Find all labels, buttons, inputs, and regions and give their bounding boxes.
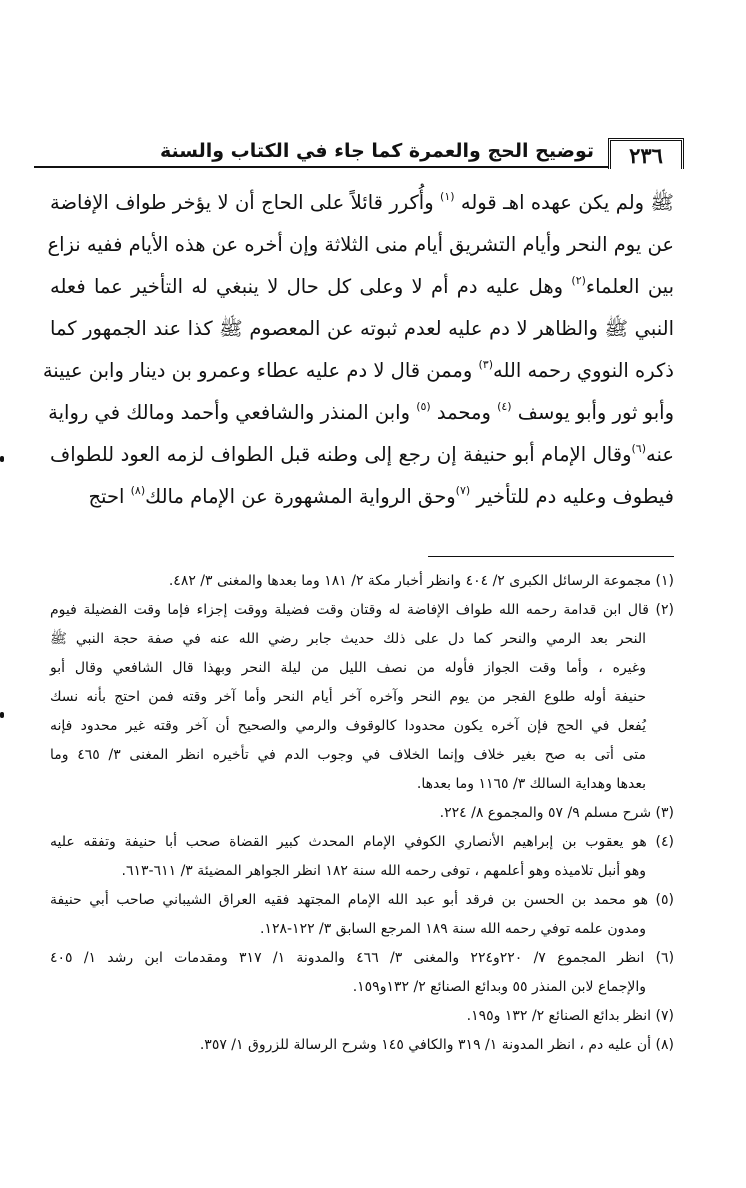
footnote-line	[50, 654, 674, 683]
body-text-segment: ومحمد	[430, 401, 498, 424]
footnote	[50, 828, 674, 886]
footnote-ref[interactable]: (٧)	[455, 484, 471, 497]
header-rule	[34, 166, 684, 168]
body-line	[50, 392, 674, 434]
footnote-number: (٤)	[655, 834, 675, 850]
footnote-text: بعدها وهداية السالك ٣/ ١١٦٥ وما بعدها.	[416, 776, 646, 792]
margin-mark	[0, 712, 4, 718]
footnote-text: انظر المجموع ٧/ ٢٢٠و٢٢٤ والمغنى ٣/ ٤٦٦ والمدونة ١/ ٣١٧ ومقدمات ابن رشد ١/ ٤٠٥	[50, 950, 645, 966]
footnote-text: قال ابن قدامة رحمه الله طواف الإفاضة له وقتان وقت فضيلة ووقت إجزاء فإما وقت الفضيلة فيوم	[50, 602, 649, 618]
footnote-text: النحر بعد الرمي والنحر كما دل على ذلك حديث جابر رضي الله عنه في صفة حجة النبي ﷺ	[50, 631, 646, 647]
body-text-segment: فيطوف وعليه دم للتأخير	[470, 485, 674, 508]
footnote-ref[interactable]: (٢)	[571, 274, 586, 287]
body-text-segment: بين العلماء	[585, 275, 674, 298]
footnote-line	[50, 1031, 674, 1060]
body-text-segment: وابن المنذر والشافعي وأحمد ومالك في رواية	[48, 401, 417, 424]
footnote-text: حنيفة أوله طلوع الفجر من يوم النحر وآخره آخر أيام النحر وأما آخر وقته فمن احتج بأنه نسك	[50, 689, 646, 705]
footnote-line	[50, 625, 674, 654]
footnote-text: يُفعل في الحج فإن آخره يكون محدودا كالوقوف والرمي والصحيح أن آخر وقته غير محدود فإنه	[50, 718, 646, 734]
footnote-line	[50, 886, 674, 915]
footnote-line	[50, 857, 674, 886]
footnote-text: مجموعة الرسائل الكبرى ٢/ ٤٠٤ وانظر أخبار مكة ٢/ ١٨١ وما بعدها والمغنى ٣/ ٤٨٢.	[168, 573, 652, 589]
footnote-number: (٨)	[655, 1037, 674, 1053]
footnote	[50, 596, 674, 799]
footnote-text: أن عليه دم ، انظر المدونة ١/ ٣١٩ والكافي ١٤٥ وشرح الرسالة للزروق ١/ ٣٥٧.	[199, 1037, 652, 1053]
body-line	[47, 224, 674, 266]
footnote-text: شرح مسلم ٩/ ٥٧ والمجموع ٨/ ٢٢٤.	[439, 805, 652, 821]
body-line	[50, 434, 674, 476]
footnote-text: والإجماع لابن المنذر ٥٥ وبدائع الصنائع ٢/ ١٣٢و١٥٩.	[352, 979, 646, 995]
footnote-number: (١)	[655, 573, 674, 589]
footnote-text: هو محمد بن الحسن بن فرقد أبو عبد الله الإمام المجتهد فقيه العراق الشيباني صاحب أبي حنيفة	[50, 892, 648, 908]
body-line	[42, 350, 674, 392]
running-title: توضيح الحج والعمرة كما جاء في الكتاب والسنة	[159, 140, 594, 162]
footnote-separator	[428, 556, 674, 557]
page-header	[34, 128, 684, 176]
body-text-segment: ﷺ ولم يكن عهده اهـ قوله	[454, 191, 674, 214]
body-text-segment: عن يوم النحر وأيام التشريق أيام منى الثلاثة وإن أخره عن هذه الأيام ففيه نزاع	[47, 233, 674, 256]
footnote-line	[50, 712, 674, 741]
footnote	[50, 567, 674, 596]
footnote-ref[interactable]: (١)	[440, 190, 455, 203]
footnote-text: وغيره ، وأما وقت الجواز فأوله من نصف الليل من ليلة النحر وبهذا قال الشافعي وقال أبو	[50, 660, 646, 676]
footnote	[50, 1002, 674, 1031]
footnote	[50, 944, 674, 1002]
footnote-line	[50, 828, 674, 857]
footnote-number: (٦)	[655, 950, 675, 966]
footnote-line	[50, 915, 674, 944]
body-text-segment: وقال الإمام أبو حنيفة إن رجع إلى وطنه قبل الطواف لزمه العود للطواف	[50, 443, 632, 466]
footnote-ref[interactable]: (٨)	[130, 484, 146, 497]
footnote-text: متى أتى به صح بغير خلاف وإنما الخلاف في وجوب الدم في تأخيره انظر المغنى ٣/ ٤٦٥ وما	[50, 747, 646, 763]
body-text-segment: النبي ﷺ والظاهر لا دم عليه لعدم ثبوته عن المعصوم ﷺ كذا عند الجمهور كما	[50, 317, 674, 340]
footnote-line	[50, 770, 674, 799]
body-text-segment: عنه	[646, 443, 674, 466]
footnote-text: ومدون علمه توفي رحمه الله سنة ١٨٩ المرجع السابق ٣/ ١٢٢-١٢٨.	[259, 921, 646, 937]
body-text-segment: وممن قال لا دم عليه عطاء وعمرو بن دينار وابن عيينة	[42, 359, 479, 382]
footnote-line	[50, 944, 674, 973]
footnote-line	[50, 741, 674, 770]
body-line	[50, 476, 674, 518]
footnote-text: وهو أنبل تلاميذه وهو أعلمهم ، توفى رحمه الله سنة ١٨٢ انظر الجواهر المضيئة ٣/ ٦١١-٦١٣.	[121, 863, 646, 879]
body-line	[50, 266, 674, 308]
footnote-number: (٥)	[655, 892, 675, 908]
footnote	[50, 1031, 674, 1060]
footnote-number: (٧)	[655, 1008, 674, 1024]
body-text	[42, 182, 674, 518]
footnote-number: (٣)	[655, 805, 674, 821]
footnote-ref[interactable]: (٣)	[478, 358, 493, 371]
footnote-text: هو يعقوب بن إبراهيم الأنصاري الكوفي الإمام المحدث كبير القضاة صحب أبا حنيفة وتفقه عليه	[50, 834, 647, 850]
body-text-segment: وأُكرر قائلاً على الحاج أن لا يؤخر طواف الإفاضة	[50, 191, 441, 214]
footnote-line	[50, 596, 674, 625]
body-text-segment: وأبو ثور وأبو يوسف	[511, 401, 674, 424]
body-text-segment: وهل عليه دم أم لا وعلى كل حال لا ينبغي له التأخير عما فعله	[50, 275, 572, 298]
footnote-line	[50, 973, 674, 1002]
body-text-segment: ذكره النووي رحمه الله	[492, 359, 674, 382]
page-number: ٢٣٦	[608, 138, 684, 169]
footnote-number: (٢)	[655, 602, 675, 618]
body-text-segment: احتج	[88, 485, 131, 508]
footnote	[50, 886, 674, 944]
body-line	[50, 308, 674, 350]
body-text-segment: وحق الرواية المشهورة عن الإمام مالك	[145, 485, 456, 508]
body-line	[50, 182, 674, 224]
footnote	[50, 799, 674, 828]
footnote-text: انظر بدائع الصنائع ٢/ ١٣٢ و١٩٥.	[466, 1008, 652, 1024]
footnote-line	[50, 799, 674, 828]
footnotes	[50, 567, 674, 1060]
footnote-line	[50, 1002, 674, 1031]
footnote-ref[interactable]: (٤)	[497, 400, 512, 413]
footnote-ref[interactable]: (٦)	[631, 442, 647, 455]
margin-mark	[0, 456, 4, 462]
footnote-line	[50, 683, 674, 712]
footnote-line	[50, 567, 674, 596]
footnote-ref[interactable]: (٥)	[416, 400, 431, 413]
